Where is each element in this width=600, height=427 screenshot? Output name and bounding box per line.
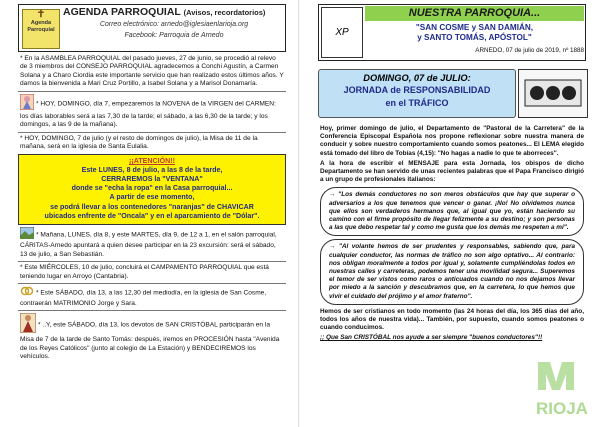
attention-box (18, 154, 286, 225)
parroquia-title-line1: "SAN COSME y SAN DAMIÁN, (415, 23, 534, 32)
attention-title: ¡¡ATENCIÓN!! (129, 156, 175, 165)
agenda-email: Correo electrónico: arnedo@iglesiaenlarioja.org (99, 21, 249, 28)
parroquia-header (318, 4, 586, 61)
sunday-title: DOMINGO, 07 de JULIO: (363, 73, 471, 83)
sunday-title-box (318, 69, 516, 118)
chi-rho-text: XP (335, 27, 349, 38)
agenda-title (63, 6, 265, 18)
separator (18, 91, 286, 92)
page-divider (298, 0, 299, 427)
pope-quote-1: → "Los demás conductores no son meros obstáculos que hay que superar o adversarios a los que tenemos que vencer o ganar. ¡No! No olvidemos nunca que ellos son verdaderos hermanos que, al igual que yo, están haciendo su camino con el firme propósito de llegar felizmente a su destino; y son personas a las que debo respetar tal y como me gusta que los demás me respeten a mí". (320, 187, 584, 236)
agenda-item-campamento: * Este MIÉRCOLES, 10 de julio, concluirá el CAMPAMENTO PARROQUIAL que está teniendo lugar en Arroyo (Cantabria). (20, 264, 269, 280)
agenda-item-asamblea: * En la ASAMBLEA PARROQUIAL del pasado jueves, 27 de junio, se procedió al relevo de 3 miembros del CONSEJO PARROQUIAL agradecemos a Conchi Agustín, a Carmen Solana y a Charo Ciordia este importante servicio que han realizado estos últimos años. Y damos la bienvenida a Mari Cruz Portillo, a Isabel Solana y a Marisol Donamaría. (20, 55, 284, 88)
parroquia-title (365, 23, 584, 43)
issue-date: ARNEDO, 07 de julio de 2019, nº 1888 (475, 47, 584, 54)
attention-line: CERRAREMOS la "VENTANA" (101, 175, 203, 184)
separator (18, 310, 286, 311)
chi-rho-logo (321, 7, 363, 58)
agenda-item-caritas-text: * Mañana, LUNES, día 8, y este MARTES, día 9, de 12 a 1, en el salón parroquial, CÁRITAS-Arnedo apuntará a quien desee participar en la 23 excursión: será el sábado, 13 de julio, a San Sebastián. (20, 231, 277, 258)
closing-line: ;; Que San CRISTÓBAL nos ayude a ser siempre "buenos conductores"!! (320, 334, 543, 342)
parroquia-banner: NUESTRA PARROQUIA... (365, 6, 584, 21)
agenda-item-san-cristobal (18, 313, 286, 362)
agenda-column (18, 4, 286, 362)
mensaje-paragraph: A la hora de escribir el MENSAJE para esta Jornada, los obispos de dicho Departamento se han servido de unas recientes palabras que el Papa Francisco dirigió a un grupo de profesionales italianos: (320, 159, 584, 184)
attention-line: Este LUNES, 8 de julio, a las 8 de la tarde, (81, 165, 223, 174)
parroquia-title-line2: y SANTO TOMÁS, APÓSTOL" (417, 33, 532, 42)
pope-quote-2: → "Al volante hemos de ser prudentes y responsables, sabiendo que, para cualquier conductor, las normas de tráfico no son algo optativo... Al contrario: nos obligan moralmente a todos por igual y, solamente cumpliéndolas todos en nuestras calles y carreteras, podemos tener una movilidad segura... Superemos el temor de ser vistos como raros o anticuados cuando no nos dejamos llevar por miedo a la sanción y descubramos que, en la carretera, lo que hemos que vivir el cuidado del prójimo y el amor fraterno". (320, 239, 584, 304)
rings-icon (20, 286, 34, 299)
attention-line: donde se "echa la ropa" en la Casa parroquial... (71, 184, 233, 193)
agenda-item-matrimonio (18, 286, 286, 308)
agenda-item-san-cristobal-text: * ..Y, este SÁBADO, día 13, los devotos de SAN CRISTÓBAL participarán en la Misa de 7 de la tarde de Santo Tomás: después, iremos en PROCESIÓN hasta "Avenida de los Reyes Católicos" (junto al colegio de La Estación) y BENDECIREMOS los vehículos. (20, 321, 280, 361)
agenda-header (18, 4, 286, 52)
separator (18, 132, 286, 133)
rioja-watermark (528, 356, 598, 422)
road-sign-image (518, 69, 588, 118)
agenda-item-misa: * HOY, DOMINGO, 7 de julio (y el resto de domingos de julio), la Misa de 11 de la mañana, será en la iglesia de Santa Eulalia. (20, 134, 258, 151)
excursion-image (20, 227, 34, 242)
attention-line: A partir de ese momento, (109, 193, 195, 202)
agenda-title-main: AGENDA PARROQUIAL (63, 6, 181, 18)
intro-paragraph: Hoy, primer domingo de julio, el Departamento de "Pastoral de la Carretera" de la Conferencia Episcopal Española nos propone reflexionar sobre nuestra manera de conducir y sobre nuestro comportamiento cuando somos peatones... El LEMA elegido está tomado del libro de Tobías (4,15): "No hagas a nadie lo que te aborreces". (320, 125, 584, 157)
agenda-title-note: (Avisos, recordatorios) (183, 8, 266, 17)
sunday-box (318, 69, 586, 125)
cross-icon: ✝ (36, 9, 46, 20)
agenda-item-novena (18, 94, 286, 130)
agenda-item-matrimonio-text: * Este SÁBADO, día 13, a las 12,30 del mediodía, en la iglesia de San Cosme, contraerán MATRIMONIO Jorge y Sara. (20, 289, 267, 307)
san-cristobal-image (20, 313, 36, 336)
agenda-facebook: Facebook: Parroquia de Arnedo (124, 32, 224, 39)
attention-line: ubicados enfrente de "Oncala" y en el aparcamiento de "Dólar". (44, 211, 260, 220)
virgin-image (20, 94, 34, 113)
christian-paragraph: Hemos de ser cristianos en todo momento (las 24 horas del día, los 365 días del año, todos los años de nuestra vida)... También, por supuesto, cuando somos peatones o cuando conducimos. (320, 307, 584, 332)
separator (18, 261, 286, 262)
watermark-text: RIOJA (536, 399, 588, 418)
agenda-logo-text: Agenda Parroquial (27, 20, 55, 33)
agenda-logo (22, 9, 60, 49)
sunday-subtitle-1: JORNADA de RESPONSABILIDAD (343, 85, 491, 95)
attention-line: se podrá llevar a los contenedores "naranjas" de CHAVICAR (50, 202, 254, 211)
agenda-item-caritas (18, 227, 286, 259)
agenda-item-novena-text: * HOY, DOMINGO, día 7, empezaremos la NOVENA de la VIRGEN del CARMEN: los días laborables será a las 7,30 de la tarde; el sábado, a las 6,30 de la tarde; y los domingos, a las 9 de la mañana). (20, 100, 276, 129)
parroquia-column (318, 4, 586, 343)
separator (18, 283, 286, 284)
sunday-subtitle-2: en el TRÁFICO (385, 98, 449, 108)
